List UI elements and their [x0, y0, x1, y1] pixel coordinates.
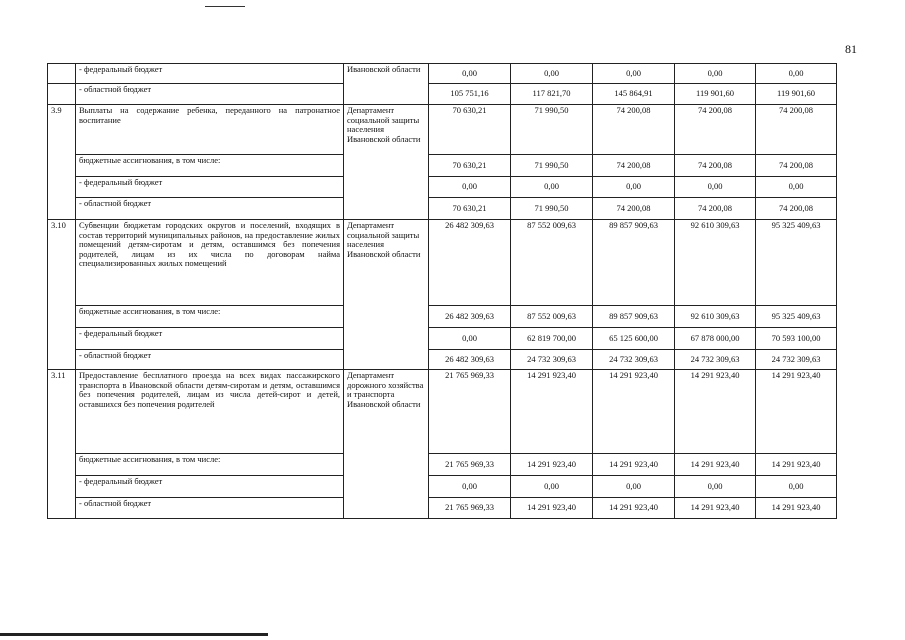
- value-cell: 70 593 100,00: [756, 328, 837, 350]
- value-cell: 14 291 923,40: [511, 498, 593, 519]
- value-cell: 105 751,16: [429, 84, 511, 105]
- value-cell: 70 630,21: [429, 155, 511, 177]
- value-cell: 70 630,21: [429, 105, 511, 155]
- value-cell: 0,00: [756, 476, 837, 498]
- value-cell: 92 610 309,63: [675, 220, 756, 306]
- value-cell: 14 291 923,40: [593, 498, 675, 519]
- table-row: [48, 498, 837, 519]
- value-cell: 0,00: [429, 328, 511, 350]
- index-cell: 3.10: [48, 220, 76, 370]
- value-cell: 26 482 309,63: [429, 220, 511, 306]
- value-cell: 70 630,21: [429, 198, 511, 220]
- budget-table: [47, 63, 837, 519]
- value-cell: 89 857 909,63: [593, 306, 675, 328]
- value-cell: 71 990,50: [511, 155, 593, 177]
- row-label: бюджетные ассигнования, в том числе:: [76, 454, 344, 476]
- executor-cell: Департамент социальной защиты населения Ивановской области: [344, 105, 429, 220]
- value-cell: 74 200,08: [593, 105, 675, 155]
- value-cell: 74 200,08: [593, 198, 675, 220]
- value-cell: 14 291 923,40: [675, 370, 756, 454]
- value-cell: 95 325 409,63: [756, 220, 837, 306]
- value-cell: 0,00: [675, 64, 756, 84]
- value-cell: 14 291 923,40: [675, 498, 756, 519]
- table-row: [48, 454, 837, 476]
- table-row: [48, 84, 837, 105]
- value-cell: 74 200,08: [675, 198, 756, 220]
- value-cell: 24 732 309,63: [756, 350, 837, 370]
- measure-name: Предоставление бесплатного проезда на всех видах пассажирского транспорта в Ивановской области детям-сиротам и детям, оставшимся без попечения родителей, лицам из числа детей-сирот и детей, оставшихся без попечения родителей: [76, 370, 344, 454]
- value-cell: 74 200,08: [756, 198, 837, 220]
- page-number: 81: [845, 42, 857, 56]
- bottom-decorative-rule: [0, 633, 268, 636]
- index-cell: 3.9: [48, 105, 76, 220]
- table-row: [48, 64, 837, 84]
- value-cell: 0,00: [756, 64, 837, 84]
- table-row: [48, 105, 837, 155]
- value-cell: 117 821,70: [511, 84, 593, 105]
- measure-name: Субвенции бюджетам городских округов и поселений, входящих в состав территорий муниципальных районов, на предоставление жилых помещений детям-сиротам и детям, оставшимся без попечения родителей, лицам из их числа по договорам найма специализированных жилых помещений: [76, 220, 344, 306]
- value-cell: 14 291 923,40: [511, 370, 593, 454]
- value-cell: 62 819 700,00: [511, 328, 593, 350]
- value-cell: 65 125 600,00: [593, 328, 675, 350]
- row-label: - областной бюджет: [76, 498, 344, 519]
- table-row: [48, 306, 837, 328]
- row-label: - областной бюджет: [76, 198, 344, 220]
- value-cell: 71 990,50: [511, 105, 593, 155]
- table-row: [48, 220, 837, 306]
- table-row: [48, 370, 837, 454]
- row-label: бюджетные ассигнования, в том числе:: [76, 306, 344, 328]
- row-label: - федеральный бюджет: [76, 64, 344, 84]
- value-cell: 14 291 923,40: [756, 370, 837, 454]
- value-cell: 14 291 923,40: [756, 454, 837, 476]
- row-label: - областной бюджет: [76, 350, 344, 370]
- value-cell: 21 765 969,33: [429, 498, 511, 519]
- row-label: - областной бюджет: [76, 84, 344, 105]
- value-cell: 21 765 969,33: [429, 454, 511, 476]
- value-cell: 14 291 923,40: [593, 454, 675, 476]
- value-cell: 74 200,08: [756, 155, 837, 177]
- value-cell: 0,00: [675, 177, 756, 198]
- value-cell: 14 291 923,40: [511, 454, 593, 476]
- value-cell: 0,00: [593, 64, 675, 84]
- value-cell: 74 200,08: [675, 105, 756, 155]
- value-cell: 14 291 923,40: [756, 498, 837, 519]
- top-decorative-rule: [205, 6, 245, 7]
- measure-name: Выплаты на содержание ребенка, переданного на патронатное воспитание: [76, 105, 344, 155]
- table-row: [48, 177, 837, 198]
- value-cell: 24 732 309,63: [675, 350, 756, 370]
- index-cell: [48, 64, 76, 84]
- value-cell: 87 552 009,63: [511, 220, 593, 306]
- executor-cell: Ивановской области: [344, 64, 429, 105]
- value-cell: 0,00: [429, 476, 511, 498]
- executor-cell: Департамент социальной защиты населения Ивановской области: [344, 220, 429, 370]
- row-label: - федеральный бюджет: [76, 328, 344, 350]
- value-cell: 0,00: [511, 177, 593, 198]
- value-cell: 67 878 000,00: [675, 328, 756, 350]
- value-cell: 26 482 309,63: [429, 306, 511, 328]
- value-cell: 0,00: [511, 64, 593, 84]
- table-row: [48, 198, 837, 220]
- value-cell: 21 765 969,33: [429, 370, 511, 454]
- value-cell: 0,00: [429, 64, 511, 84]
- table-row: [48, 476, 837, 498]
- row-label: - федеральный бюджет: [76, 476, 344, 498]
- value-cell: 119 901,60: [756, 84, 837, 105]
- index-cell: [48, 84, 76, 105]
- row-label: - федеральный бюджет: [76, 177, 344, 198]
- value-cell: 0,00: [429, 177, 511, 198]
- table-row: [48, 328, 837, 350]
- value-cell: 0,00: [511, 476, 593, 498]
- value-cell: 0,00: [756, 177, 837, 198]
- value-cell: 145 864,91: [593, 84, 675, 105]
- value-cell: 74 200,08: [675, 155, 756, 177]
- value-cell: 71 990,50: [511, 198, 593, 220]
- value-cell: 95 325 409,63: [756, 306, 837, 328]
- value-cell: 92 610 309,63: [675, 306, 756, 328]
- value-cell: 74 200,08: [756, 105, 837, 155]
- value-cell: 119 901,60: [675, 84, 756, 105]
- value-cell: 74 200,08: [593, 155, 675, 177]
- value-cell: 14 291 923,40: [675, 454, 756, 476]
- value-cell: 24 732 309,63: [511, 350, 593, 370]
- row-label: бюджетные ассигнования, в том числе:: [76, 155, 344, 177]
- index-cell: 3.11: [48, 370, 76, 519]
- table-row: [48, 350, 837, 370]
- value-cell: 87 552 009,63: [511, 306, 593, 328]
- value-cell: 26 482 309,63: [429, 350, 511, 370]
- value-cell: 24 732 309,63: [593, 350, 675, 370]
- value-cell: 0,00: [593, 177, 675, 198]
- executor-cell: Департамент дорожного хозяйства и транспорта Ивановской области: [344, 370, 429, 519]
- value-cell: 14 291 923,40: [593, 370, 675, 454]
- table-row: [48, 155, 837, 177]
- value-cell: 89 857 909,63: [593, 220, 675, 306]
- value-cell: 0,00: [675, 476, 756, 498]
- value-cell: 0,00: [593, 476, 675, 498]
